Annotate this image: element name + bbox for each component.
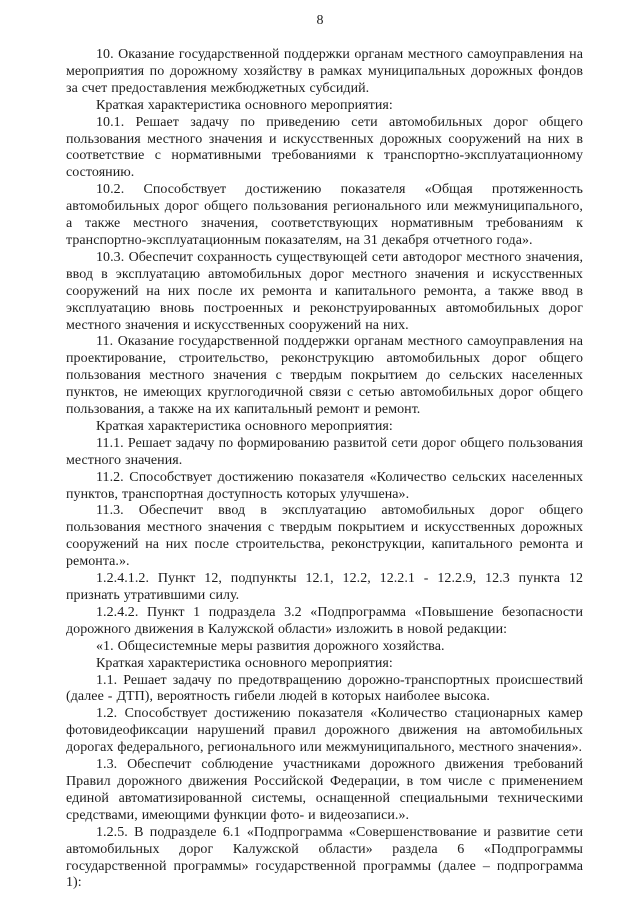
paragraph: «1. Общесистемные меры развития дорожного хозяйства.: [96, 638, 445, 654]
paragraph: Краткая характеристика основного мероприятия:: [96, 418, 393, 434]
paragraph: 1.2.5. В подразделе 6.1 «Подпрограмма «Совершенствование и развитие сети автомобильных дорог Калужской области» раздела 6 «Подпрограммы государственной программы» государственной программы (далее – подпрограмма 1):: [66, 824, 583, 891]
paragraph: 11.2. Способствует достижению показателя «Количество сельских населенных пунктов, транспортная доступность которых улучшена».: [66, 469, 583, 502]
paragraph: 11.1. Решает задачу по формированию развитой сети дорог общего пользования местного значения.: [66, 435, 583, 468]
page-number: 8: [316, 13, 324, 28]
paragraph: 1.3. Обеспечит соблюдение участниками дорожного движения требований Правил дорожного движения Российской Федерации, в том числе с применением единой автоматизированной системы, оснащенной специальными техническими средствами, имеющими функции фото- и видеозаписи.».: [66, 757, 583, 823]
paragraph: Краткая характеристика основного мероприятия:: [96, 97, 393, 113]
paragraph: 1.1. Решает задачу по предотвращению дорожно-транспортных происшествий (далее - ДТП), вероятность гибели людей в которых наиболее высока.: [66, 672, 583, 705]
document-body: [66, 47, 583, 892]
paragraph: 10.2. Способствует достижению показателя «Общая протяженность автомобильных дорог общего пользования регионального или межмуниципального, а также местного значения, соответствующих нормативным требованиям к транспортно-эксплуатационным показателям, на 31 декабря отчетного года».: [66, 182, 583, 248]
paragraph: 11. Оказание государственной поддержки органам местного самоуправления на проектирование, строительство, реконструкцию автомобильных дорог общего пользования местного значения с твердым покрытием до сельских населенных пунктов, не имеющих круглогодичной связи с сетью автомобильных дорог общего пользования, а также на их капитальный ремонт и ремонт.: [66, 334, 583, 418]
paragraph: 1.2.4.2. Пункт 1 подраздела 3.2 «Подпрограмма «Повышение безопасности дорожного движения в Калужской области» изложить в новой редакции:: [66, 604, 583, 637]
paragraph: Краткая характеристика основного мероприятия:: [96, 655, 393, 671]
paragraph: 1.2. Способствует достижению показателя «Количество стационарных камер фотовидеофиксации нарушений правил дорожного движения на автомобильных дорогах федерального, регионального или межмуниципального, местного значения».: [66, 706, 583, 756]
paragraph: 1.2.4.1.2. Пункт 12, подпункты 12.1, 12.2, 12.2.1 - 12.2.9, 12.3 пункта 12 признать утратившими силу.: [66, 571, 583, 603]
paragraph: 11.3. Обеспечит ввод в эксплуатацию автомобильных дорог общего пользования местного значения с твердым покрытием и искусственных дорожных сооружений на них после строительства, реконструкции, капитального ремонта и ремонта.».: [66, 503, 583, 570]
paragraph: 10.3. Обеспечит сохранность существующей сети автодорог местного значения, ввод в эксплуатацию автомобильных дорог местного значения и искусственных сооружений на них после их ремонта и капитального ремонта, а также ввод в эксплуатацию вновь построенных и реконструированных автомобильных дорог местного значения и искусственных сооружений на них.: [66, 249, 583, 333]
paragraph: 10. Оказание государственной поддержки органам местного самоуправления на мероприятия по дорожному хозяйству в рамках муниципальных дорожных фондов за счет предоставления межбюджетных субсидий.: [66, 47, 583, 96]
paragraph: 10.1. Решает задачу по приведению сети автомобильных дорог общего пользования местного значения и искусственных дорожных сооружений на них в соответствие с нормативными требованиями к транспортно-эксплуатационному состоянию.: [66, 114, 583, 181]
